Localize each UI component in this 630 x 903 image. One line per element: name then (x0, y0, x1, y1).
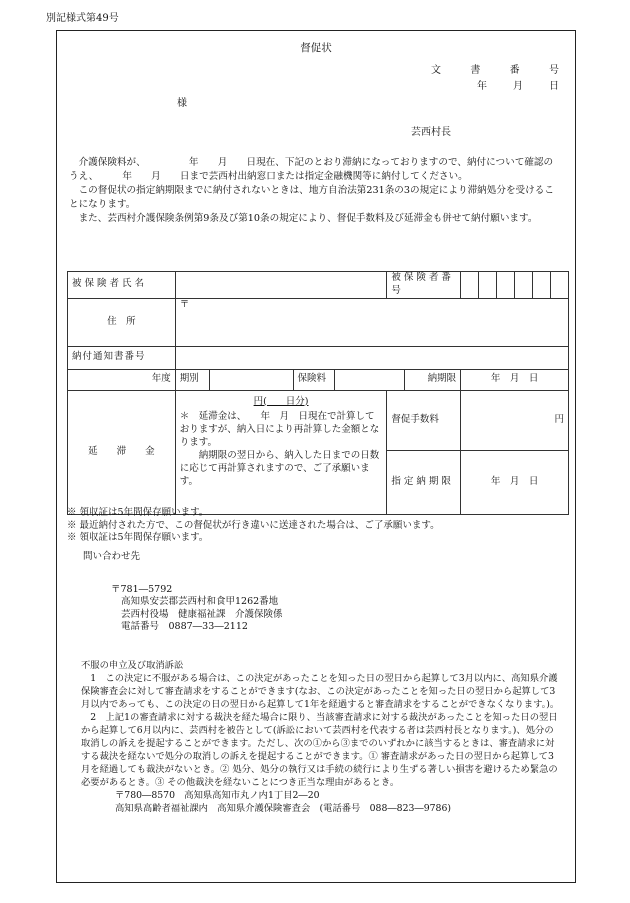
body-paragraph: また、芸西村介護保険条例第9条及び第10条の規定により、督促手数料及び延滞金も併せて納付願います。 (78, 213, 538, 224)
contact-address: 高知県安芸郡芸西村和食甲1262番地 (121, 596, 279, 607)
contact-info (83, 551, 283, 634)
postal-mark: 〒 (179, 298, 190, 310)
number-digit-cell (515, 272, 533, 299)
page-title: 督促状 (300, 42, 332, 54)
designated-due-date: 年 月 日 (461, 450, 569, 514)
due-date-field: 年 月 日 (461, 369, 569, 390)
note-item: ※ 領収証は5年間保存願います。 (67, 507, 209, 518)
payment-table (67, 271, 569, 515)
due-date-label: 納期限 (405, 369, 461, 390)
period-label: 期別 (175, 369, 209, 390)
reminder-fee-label: 督促手数料 (387, 390, 461, 450)
number-digit-cell (461, 272, 479, 299)
notes (67, 507, 440, 545)
notice-number-label: 納付通知書番号 (68, 346, 176, 369)
notice-frame (56, 30, 576, 883)
document-number-label (431, 64, 559, 78)
year-label: 年 (477, 81, 487, 92)
address-field (175, 298, 568, 346)
designated-due-label: 指定納期限 (387, 450, 461, 514)
number-digit-cell (550, 272, 568, 299)
number-digit-cell (497, 272, 515, 299)
appeal-section (81, 659, 561, 815)
number-digit-cell (532, 272, 550, 299)
note-item: ※ 最近納付された方で、この督促状が行き違いに送達された場合は、ご了承願います。 (67, 519, 440, 531)
note-item: ※ 領収証は5年間保存願います。 (67, 532, 209, 543)
late-fee-label: 延 滞 金 (68, 390, 176, 514)
notice-number-field (175, 346, 568, 369)
insured-name-field (175, 272, 387, 299)
issuer: 芸西村長 (411, 127, 451, 138)
appeal-paragraph: 2 上記1の審査請求に対する裁決を経た場合に限り、当該審査請求に対する裁決があったことを知った日の翌日から起算して6月以内に、芸西村を被告として(訴訟において芸西村を代表する者は芸西村長となります。)、処分の取消しの訴えを提起することができます。ただし、次の①から③までのいずれかに該当するときは、審査請求に対する裁決を経ないで処分の取消しの訴えを提起することができます。① 審査請求があった日の翌日から起算して3月を経過しても裁決がないとき。② 処分、処分の執行又は手続の続行により生ずる著しい損害を避けるため緊急の必要があるとき。③ その他裁決を経ないことにつき正当な理由があるとき。 (81, 712, 558, 788)
insured-number-label: 被保険者番号 (387, 272, 461, 299)
late-fee-note: ＊ 延滞金は、 年 月 日現在で計算しておりますが、納入日により再計算した金額となります。 (179, 411, 380, 449)
insured-name-label: 被保険者氏名 (68, 272, 176, 299)
appeal-heading: 不服の申立及び取消訴訟 (81, 660, 184, 671)
number-digit-cell (479, 272, 497, 299)
late-fee-amount: 円( 日分) (253, 395, 309, 407)
late-fee-detail (175, 390, 387, 514)
address-label: 住 所 (68, 298, 176, 346)
appeal-paragraph: 1 この決定に不服がある場合は、この決定があったことを知った日の翌日から起算して3月以内に、高知県介護保険審査会に対して審査請求をすることができます(なお、この決定があったことを知った日の翌日から起算して3月以内であっても、この決定の日の翌日から起算して1年を経過すると審査請求をすることができなくなります。)。 (81, 673, 560, 710)
contact-heading: 問い合わせ先 (83, 551, 141, 562)
day-label: 日 (549, 81, 559, 92)
fiscal-year-label: 年度 (68, 369, 176, 390)
contact-postal: 〒781―5792 (111, 583, 173, 595)
body-paragraph: 介護保険料が、 年 月 日現在、下記のとおり滞納になっておりますので、納付について確認のうえ、 年 月 日まで芸西村出納窓口または指定金融機関等に納付してください。 (69, 157, 554, 182)
issue-date (477, 80, 559, 94)
late-fee-note-2: 納期限の翌日から、納入した日までの日数に応じて再計算されますので、ご了承願います。 (179, 449, 380, 487)
notice-body (69, 156, 561, 226)
appeal-postal: 〒780―8570 高知県高知市丸ノ内1丁目2―20 (115, 790, 320, 801)
addressee: 様 (177, 98, 187, 109)
contact-phone: 電話番号 0887―33―2112 (121, 621, 248, 632)
doc-char: 書 (470, 65, 481, 76)
form-number: 別記様式第49号 (46, 13, 119, 24)
doc-char: 号 (548, 65, 559, 76)
premium-field (335, 369, 405, 390)
body-paragraph: この督促状の指定納期限までに納付されないときは、地方自治法第231条の3の規定により滞納処分を受けることになります。 (69, 185, 554, 210)
reminder-fee-yen: 円 (461, 390, 569, 450)
period-field (209, 369, 293, 390)
doc-char: 番 (509, 65, 520, 76)
doc-char: 文 (431, 65, 441, 76)
month-label: 月 (513, 81, 523, 92)
premium-label: 保険料 (293, 369, 335, 390)
contact-department: 芸西村役場 健康福祉課 介護保険係 (121, 608, 283, 620)
appeal-office: 高知県高齢者福祉課内 高知県介護保険審査会 (電話番号 088―823―9786) (115, 803, 452, 814)
